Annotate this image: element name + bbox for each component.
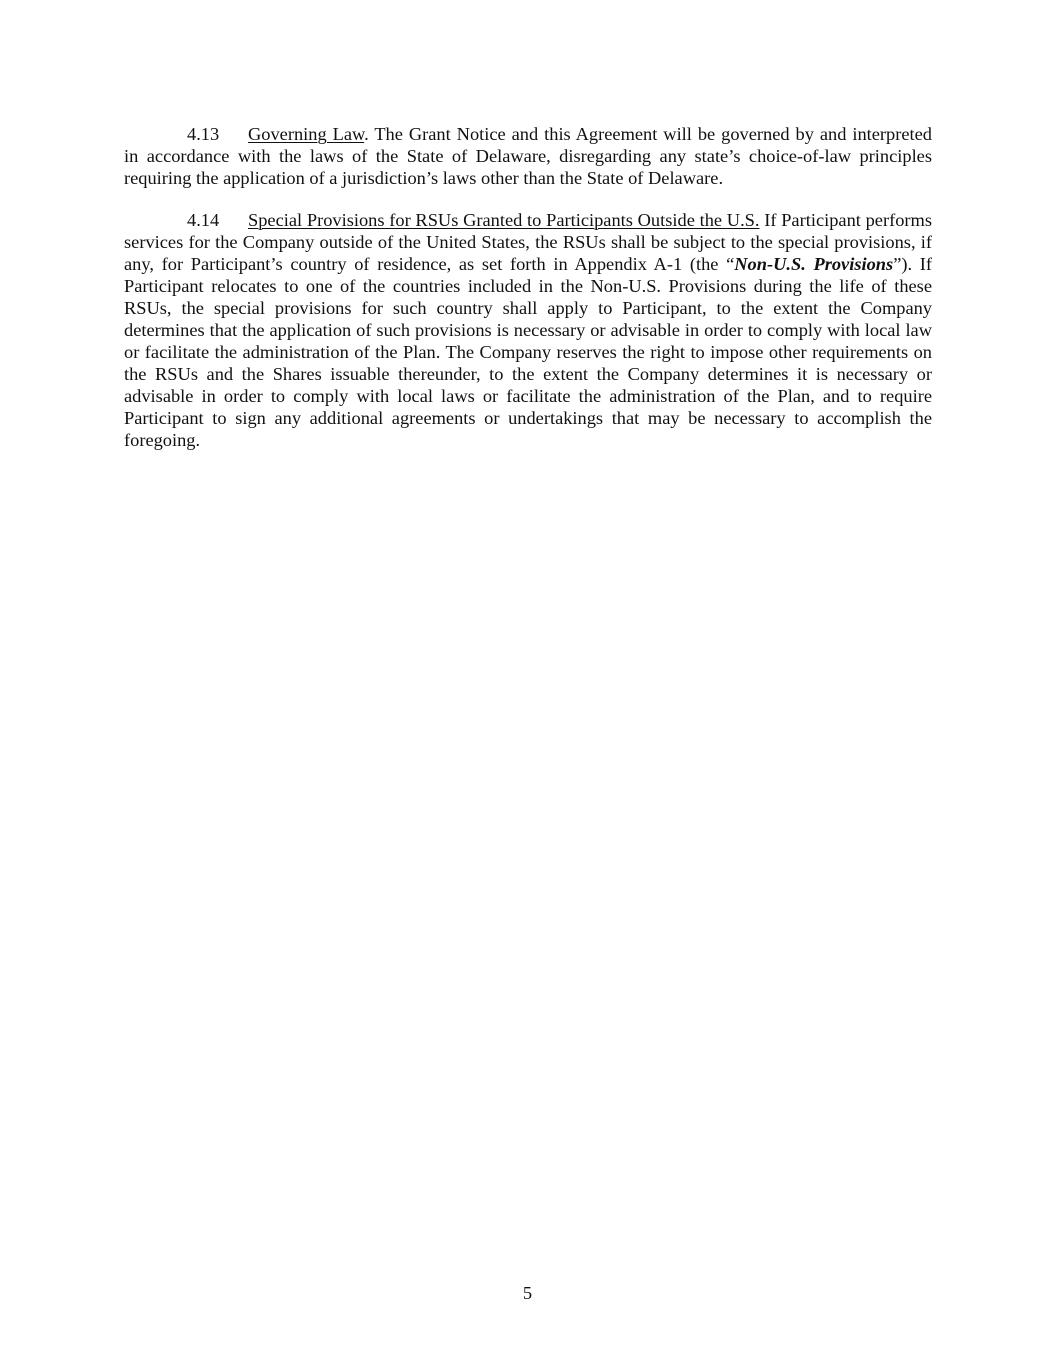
heading-punctuation: . — [364, 124, 369, 144]
section-text-continued: ”). If Participant relocates to one of the countries included in the Non-U.S. Provisions during the life of these RSUs, the special provisions for such country shall apply to Participant, to the extent the Company determines that the application of such provisions is necessary or advisable in order to comply with local law or facilitate the administration of the Plan. The Company reserves the right to impose other requirements on the RSUs and the Shares issuable thereunder, to the extent the Company determines it is necessary or advisable in order to comply with local laws or facilitate the administration of the Plan, and to require Participant to sign any additional agreements or undertakings that may be necessary to accomplish the foregoing. — [124, 254, 932, 450]
document-body — [124, 123, 932, 471]
defined-term: Non-U.S. Provisions — [734, 254, 894, 274]
section-text: The Grant Notice and this Agreement will be governed by and interpreted in accordance with the laws of the State of Delaware, disregarding any state’s choice-of-law principles requiring the application of a jurisdiction’s laws other than the State of Delaware. — [124, 124, 933, 188]
section-number: 4.14 — [187, 210, 220, 230]
section-heading: Special Provisions for RSUs Granted to Participants Outside the U.S. — [248, 210, 760, 230]
section-4-13 — [124, 123, 932, 189]
section-number: 4.13 — [187, 124, 220, 144]
section-heading: Governing Law — [248, 124, 365, 144]
page-number: 5 — [522, 1283, 533, 1303]
section-4-14 — [124, 209, 932, 451]
section-text: If Participant performs services for the Company outside of the United States, the RSUs shall be subject to the special provisions, if any, for Participant’s country of residence, as set forth in Appendix A-1 (the “ — [124, 210, 932, 274]
